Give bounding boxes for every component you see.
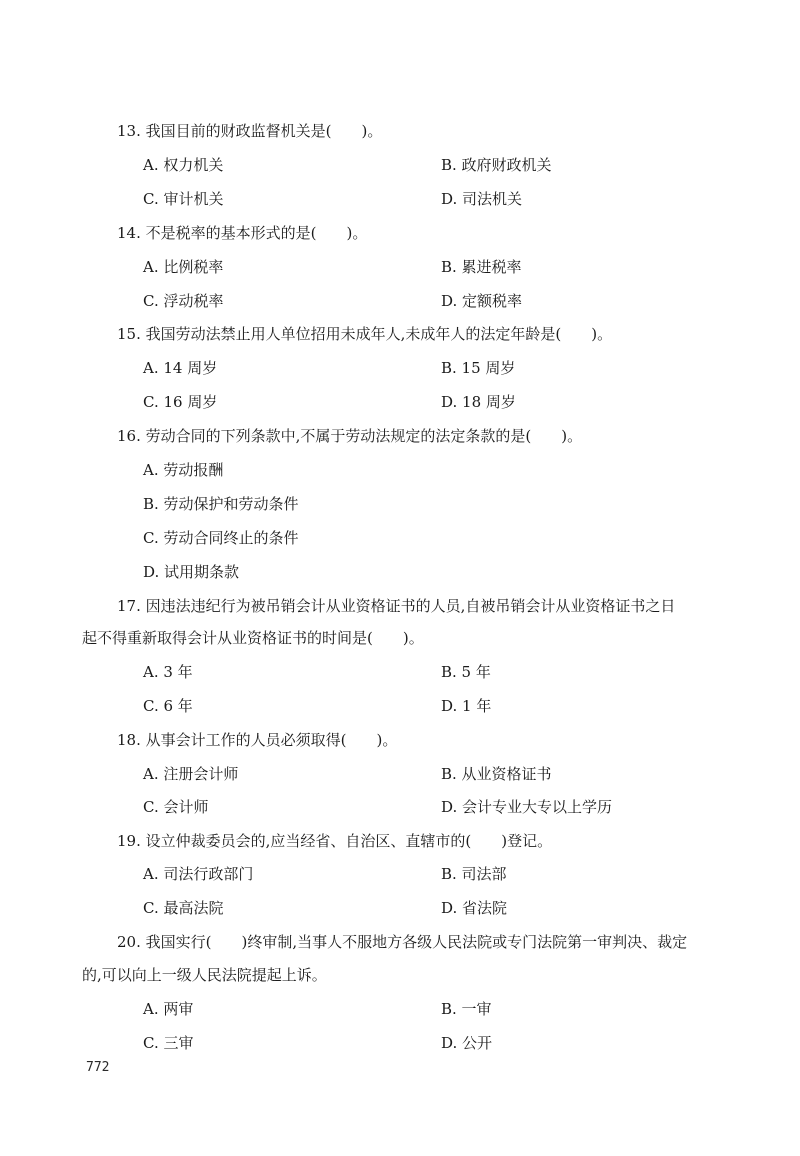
question-17-stem-line-2: 起不得重新取得会计从业资格证书的时间是( )。 bbox=[82, 629, 424, 647]
page-number: 772 bbox=[86, 1060, 110, 1075]
question-20-option-d: D. 公开 bbox=[441, 1034, 493, 1052]
question-18-option-d: D. 会计专业大专以上学历 bbox=[441, 798, 613, 816]
question-13-option-a: A. 权力机关 bbox=[143, 156, 224, 174]
question-17-option-a: A. 3 年 bbox=[143, 663, 193, 681]
question-17-option-d: D. 1 年 bbox=[441, 697, 492, 715]
question-14-option-c: C. 浮动税率 bbox=[143, 292, 224, 310]
question-16-option-d: D. 试用期条款 bbox=[143, 563, 240, 581]
question-17-option-c: C. 6 年 bbox=[143, 697, 193, 715]
question-14-option-d: D. 定额税率 bbox=[441, 292, 523, 310]
question-18-stem: 18. 从事会计工作的人员必须取得( )。 bbox=[117, 731, 398, 749]
question-16-option-b: B. 劳动保护和劳动条件 bbox=[143, 495, 299, 513]
question-20-option-b: B. 一审 bbox=[441, 1000, 492, 1018]
question-13-option-c: C. 审计机关 bbox=[143, 190, 224, 208]
question-17-stem-line-1: 17. 因违法违纪行为被吊销会计从业资格证书的人员,自被吊销会计从业资格证书之日 bbox=[117, 597, 676, 615]
question-18-option-a: A. 注册会计师 bbox=[143, 765, 239, 783]
question-14-option-a: A. 比例税率 bbox=[143, 258, 224, 276]
question-15-option-a: A. 14 周岁 bbox=[143, 359, 218, 377]
question-15-option-d: D. 18 周岁 bbox=[441, 393, 516, 411]
question-13-option-d: D. 司法机关 bbox=[441, 190, 523, 208]
question-20-stem-line-2: 的,可以向上一级人民法院提起上诉。 bbox=[82, 966, 327, 984]
question-16-stem: 16. 劳动合同的下列条款中,不属于劳动法规定的法定条款的是( )。 bbox=[117, 427, 583, 445]
question-16-option-c: C. 劳动合同终止的条件 bbox=[143, 529, 299, 547]
question-17-option-b: B. 5 年 bbox=[441, 663, 491, 681]
question-14-stem: 14. 不是税率的基本形式的是( )。 bbox=[117, 224, 368, 242]
question-14-option-b: B. 累进税率 bbox=[441, 258, 522, 276]
question-19-option-d: D. 省法院 bbox=[441, 899, 508, 917]
question-15-option-c: C. 16 周岁 bbox=[143, 393, 218, 411]
question-19-option-c: C. 最高法院 bbox=[143, 899, 224, 917]
question-19-stem: 19. 设立仲裁委员会的,应当经省、自治区、直辖市的( )登记。 bbox=[117, 832, 553, 850]
question-19-option-b: B. 司法部 bbox=[441, 865, 507, 883]
question-13-option-b: B. 政府财政机关 bbox=[441, 156, 552, 174]
question-19-option-a: A. 司法行政部门 bbox=[143, 865, 254, 883]
question-18-option-b: B. 从业资格证书 bbox=[441, 765, 552, 783]
question-18-option-c: C. 会计师 bbox=[143, 798, 209, 816]
question-15-stem: 15. 我国劳动法禁止用人单位招用未成年人,未成年人的法定年龄是( )。 bbox=[117, 325, 613, 343]
question-16-option-a: A. 劳动报酬 bbox=[143, 461, 224, 479]
question-13-stem: 13. 我国目前的财政监督机关是( )。 bbox=[117, 122, 383, 140]
question-20-option-a: A. 两审 bbox=[143, 1000, 194, 1018]
question-20-stem-line-1: 20. 我国实行( )终审制,当事人不服地方各级人民法院或专门法院第一审判决、裁定 bbox=[117, 933, 688, 951]
question-20-option-c: C. 三审 bbox=[143, 1034, 194, 1052]
question-15-option-b: B. 15 周岁 bbox=[441, 359, 516, 377]
